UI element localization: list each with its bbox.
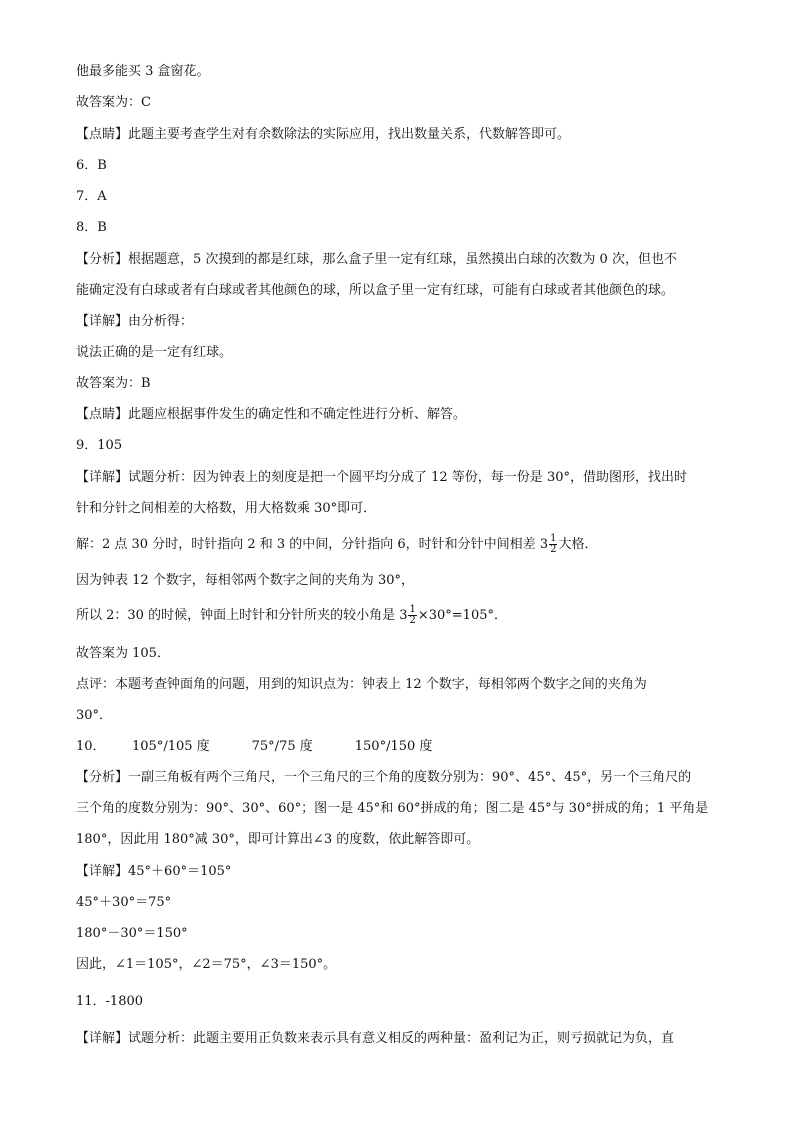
text-line: 能确定没有白球或者有白球或者其他颜色的球，所以盒子里一定有红球，可能有白球或者其他颜色的球。: [76, 283, 675, 298]
question-number: 10．: [76, 739, 106, 754]
text-line: 故答案为：C: [76, 95, 151, 110]
text-line: 30°．: [76, 708, 113, 723]
text-line: 【分析】根据题意，5 次摸到的都是红球，那么盒子里一定有红球，虽然摸出白球的次数为 0 次，但也不: [76, 252, 677, 267]
answer-line: 11．-1800: [76, 994, 144, 1009]
answer-line: 7．A: [76, 189, 107, 204]
answer-line: 8．B: [76, 220, 107, 235]
text-line: 180°－30°＝150°: [76, 926, 188, 941]
answer-line: [76, 737, 432, 757]
answer-blank-2: 75°/75 度: [251, 739, 313, 754]
text-line: [76, 534, 597, 555]
fraction: [408, 605, 416, 626]
text-line: 【详解】45°＋60°＝105°: [76, 864, 232, 879]
text-line: 【详解】由分析得：: [76, 314, 194, 329]
text-line: 针和分针之间相差的大格数，用大格数乘 30°即可．: [76, 501, 377, 516]
fraction-numerator: 1: [409, 604, 416, 615]
fraction: [549, 534, 557, 555]
text-segment: 大格．: [558, 537, 598, 552]
text-line: 三个角的度数分别为：90°、30°、60°；图一是 45°和 60°拼成的角；图二是 45°与 30°拼成的角；1 平角是: [76, 801, 709, 816]
fraction-denominator: 2: [550, 544, 557, 555]
text-segment: 所以 2：30 的时候，钟面上时针和分针所夹的较小角是 3: [76, 608, 408, 623]
text-line: 故答案为 105．: [76, 646, 170, 661]
fraction-denominator: 2: [409, 615, 416, 626]
text-line: 故答案为：B: [76, 376, 151, 391]
text-line: 【详解】试题分析：因为钟表上的刻度是把一个圆平均分成了 12 等份，每一份是 30°，借助图形，找出时: [76, 470, 687, 485]
answer-blank-1: 105°/105 度: [132, 739, 210, 754]
text-line: 因此，∠1＝105°，∠2＝75°，∠3＝150°。: [76, 957, 337, 972]
text-line: 【点睛】此题应根据事件发生的确定性和不确定性进行分析、解答。: [76, 407, 467, 422]
text-line: 【分析】一副三角板有两个三角尺，一个三角尺的三个角的度数分别为：90°、45°、45°，另一个三角尺的: [76, 770, 692, 785]
answer-line: 9．105: [76, 438, 123, 453]
fraction-numerator: 1: [550, 533, 557, 544]
text-line: 他最多能买 3 盒窗花。: [76, 64, 210, 79]
text-line: 【点睛】此题主要考查学生对有余数除法的实际应用，找出数量关系，代数解答即可。: [76, 127, 571, 142]
text-line: 因为钟表 12 个数字，每相邻两个数字之间的夹角为 30°，: [76, 573, 414, 588]
text-line: 说法正确的是一定有红球。: [76, 345, 233, 360]
text-segment: 解：2 点 30 分时，时针指向 2 和 3 的中间，分针指向 6，时针和分针中间相差 3: [76, 537, 549, 552]
text-line: 点评：本题考查钟面角的问题，用到的知识点为：钟表上 12 个数字，每相邻两个数字之间的夹角为: [76, 677, 647, 692]
answer-blank-3: 150°/150 度: [354, 739, 433, 754]
answer-line: 6．B: [76, 158, 107, 173]
text-line: 45°＋30°＝75°: [76, 895, 172, 910]
text-segment: ×30°=105°．: [417, 608, 507, 623]
text-line: [76, 605, 507, 626]
text-line: 【详解】试题分析：此题主要用正负数来表示具有意义相反的两种量：盈利记为正，则亏损就记为负，直: [76, 1031, 675, 1046]
text-line: 180°，因此用 180°减 30°，即可计算出∠3 的度数，依此解答即可。: [76, 832, 480, 847]
